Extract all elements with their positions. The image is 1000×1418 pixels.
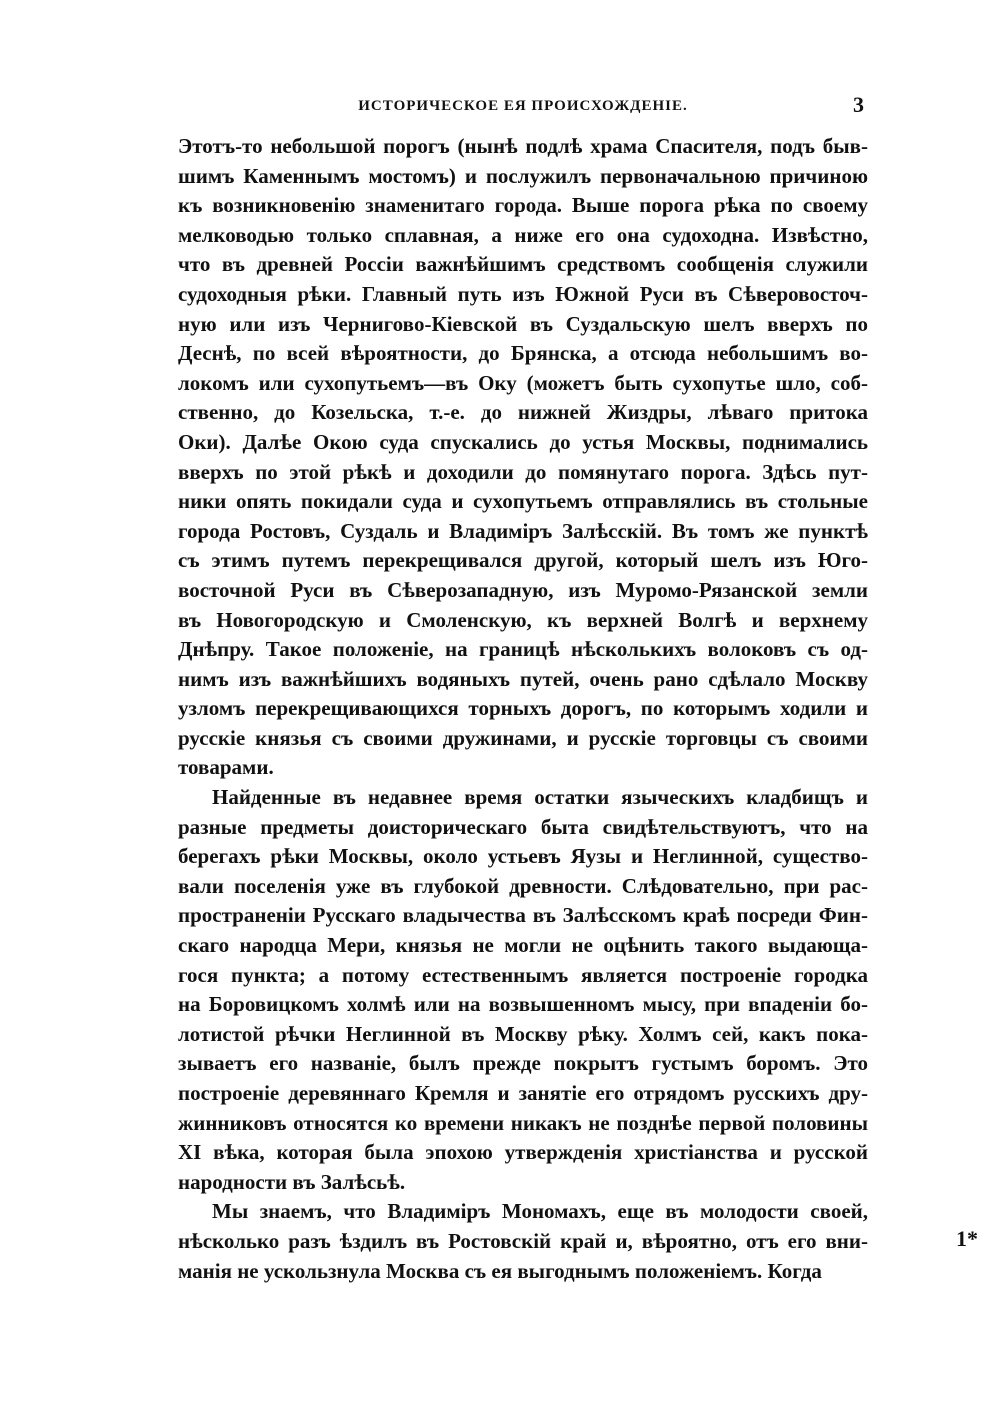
text-line: ники опять покидали суда и сухопутьемъ отправлялись въ стольные — [178, 489, 868, 514]
signature-mark: 1* — [956, 1226, 978, 1251]
running-title: ИСТОРИЧЕСКОЕ ЕЯ ПРОИСХОЖДЕНІЕ. — [358, 98, 688, 114]
paragraph — [178, 132, 868, 783]
paragraph — [178, 1197, 868, 1286]
text-line: Оки). Далѣе Окою суда спускались до устья Москвы, поднимались — [178, 429, 868, 454]
text-line: XI вѣка, которая была эпохою утвержденія христіанства и русской — [178, 1140, 868, 1165]
text-line: разные предметы доисторическаго быта свидѣтельствуютъ, что на — [178, 814, 868, 839]
text-line: шимъ Каменнымъ мостомъ) и послужилъ первоначальною причиною — [178, 163, 868, 188]
text-line: скаго народца Мери, князья не могли не оцѣнить такого выдающа- — [178, 933, 868, 958]
text-line: жинниковъ относятся ко времени никакъ не позднѣе первой половины — [178, 1110, 868, 1135]
text-line: лотистой рѣчки Неглинной въ Москву рѣку. Холмъ сей, какъ пока- — [178, 1021, 868, 1046]
text-line: манія не ускользнула Москва съ ея выгоднымъ положеніемъ. Когда — [178, 1258, 822, 1283]
text-line: на Боровицкомъ холмѣ или на возвышенномъ мысу, при впаденіи бо- — [178, 992, 868, 1017]
text-line: Мы знаемъ, что Владиміръ Мономахъ, еще въ молодости своей, — [212, 1199, 868, 1224]
text-line: Деснѣ, по всей вѣроятности, до Брянска, а отсюда небольшимъ во- — [178, 341, 868, 366]
text-line: города Ростовъ, Суздаль и Владиміръ Залѣсскій. Въ томъ же пунктѣ — [178, 518, 868, 543]
body-text — [178, 132, 868, 1286]
text-line: вали поселенія уже въ глубокой древности. Слѣдовательно, при рас- — [178, 873, 868, 898]
page-number: 3 — [853, 92, 864, 117]
text-line: товарами. — [178, 755, 274, 780]
text-line: узломъ перекрещивающихся торныхъ дорогъ, по которымъ ходили и — [178, 696, 868, 721]
text-line: мелководью только сплавная, а ниже его она судоходна. Извѣстно, — [178, 222, 868, 247]
text-line: судоходныя рѣки. Главный путь изъ Южной Руси въ Сѣверовосточ- — [178, 281, 868, 306]
text-line: Днѣпру. Такое положеніе, на границѣ нѣсколькихъ волоковъ съ од- — [178, 637, 868, 662]
text-line: нѣсколько разъ ѣздилъ въ Ростовскій край и, вѣроятно, отъ его вни- — [178, 1228, 868, 1253]
book-page — [178, 92, 868, 1322]
text-line: русскіе князья съ своими дружинами, и русскіе торговцы съ своими — [178, 725, 868, 750]
text-line: Найденные въ недавнее время остатки языческихъ кладбищъ и — [212, 785, 868, 810]
text-line: къ возникновенію знаменитаго города. Выше порога рѣка по своему — [178, 193, 868, 218]
text-line: вверхъ по этой рѣкѣ и доходили до помянутаго порога. Здѣсь пут- — [178, 459, 868, 484]
text-line: съ этимъ путемъ перекрещивался другой, который шелъ изъ Юго- — [178, 548, 868, 573]
paragraph — [178, 783, 868, 1197]
text-line: восточной Руси въ Сѣверозападную, изъ Муромо-Рязанской земли — [178, 577, 868, 602]
text-line: берегахъ рѣки Москвы, около устьевъ Яузы и Неглинной, существо- — [178, 844, 868, 869]
text-line: зываетъ его названіе, былъ прежде покрытъ густымъ боромъ. Это — [178, 1051, 868, 1076]
text-line: народности въ Залѣсьѣ. — [178, 1169, 406, 1194]
text-line: что въ древней Россіи важнѣйшимъ средствомъ сообщенія служили — [178, 252, 868, 277]
text-line: нимъ изъ важнѣйшихъ водяныхъ путей, очень рано сдѣлало Москву — [178, 666, 868, 691]
text-line: пространеніи Русскаго владычества въ Залѣсскомъ краѣ посреди Фин- — [178, 903, 868, 928]
text-line: построеніе деревяннаго Кремля и занятіе его отрядомъ русскихъ дру- — [178, 1081, 868, 1105]
text-line: ственно, до Козельска, т.-е. до нижней Жиздры, лѣваго притока — [178, 400, 868, 425]
text-line: гося пункта; а потому естественнымъ является построеніе городка — [178, 962, 868, 987]
text-line: локомъ или сухопутьемъ—въ Оку (можетъ быть сухопутье шло, соб- — [178, 370, 868, 395]
text-line: Этотъ-то небольшой порогъ (нынѣ подлѣ храма Спасителя, подъ быв- — [178, 134, 868, 158]
running-header — [178, 92, 868, 126]
text-line: въ Новогородскую и Смоленскую, къ верхней Волгѣ и верхнему — [178, 607, 868, 632]
text-line: ную или изъ Черниговo-Кіевской въ Суздальскую шелъ вверхъ по — [178, 311, 868, 336]
